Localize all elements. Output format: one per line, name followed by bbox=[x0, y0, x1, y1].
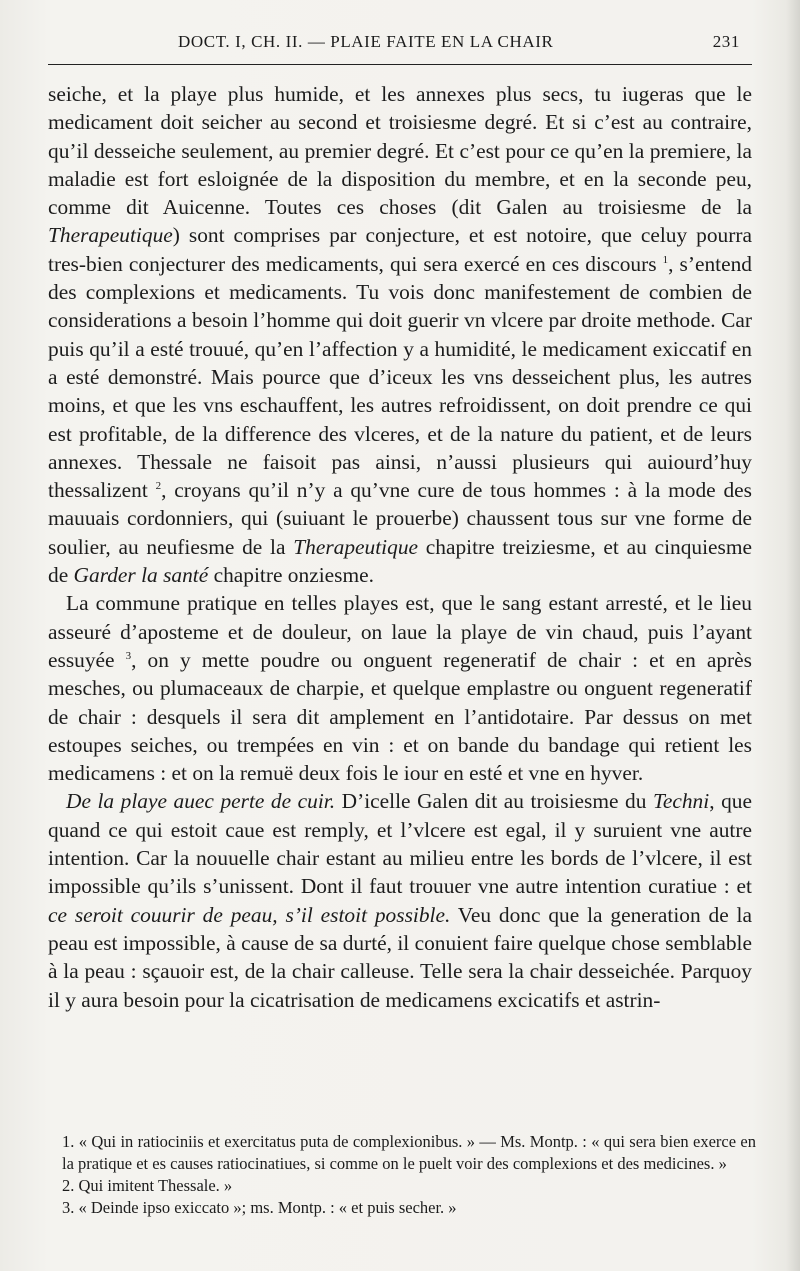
footnote-ref: 2 bbox=[155, 480, 162, 493]
footnote-3: 3. « Deinde ipso exiccato »; ms. Montp. : « et puis secher. » bbox=[62, 1198, 457, 1217]
page-number: 231 bbox=[712, 32, 740, 51]
italic-quote: ce seroit couurir de peau, s’il estoit possible. bbox=[48, 902, 451, 927]
italic-title: Garder la santé bbox=[73, 563, 209, 588]
text-run: , s’entend des complexions et medicaments. Tu vois donc manifestement de combien de considerations a besoin l’homme qui doit guerir vn vlcere par droite methode. Car puis qu’il a esté trouué, qu’en l’affection y a humidité, le medicament exiccatif en a esté demonstré. Mais pource que d’iceux les vns desseichent plus, les autres moins, et que les vns eschauffent, les autres refroidissent, on doit prendre ce qui est profitable, de la difference des vlceres, et de la nature du patient, et de leurs annexes. Thessale ne faisoit pas ainsi, n’aussi plusieurs qui auiourd’huy thessalizent bbox=[48, 251, 752, 503]
text-run: chapitre onziesme. bbox=[208, 563, 374, 588]
text-run: La commune pratique en telles playes est, que le sang estant arresté, et le lieu asseuré d’aposteme et de douleur, on laue la playe de vin chaud, puis l’ayant essuyée bbox=[48, 591, 752, 672]
text-run: seiche, et la playe plus humide, et les annexes plus secs, tu iugeras que le medicament doit seicher au second et troisiesme degré. Et si c’est au contraire, qu’il desseiche seulement, au premier degré. Et c’est pour ce qu’en la premiere, la maladie est fort esloignée de la disposition du membre, et en la seconde peu, comme dit Auicenne. Toutes ces choses (dit Galen au troisiesme de la bbox=[48, 82, 752, 220]
header-rule bbox=[48, 64, 752, 65]
footnotes bbox=[48, 1131, 756, 1219]
italic-title: Therapeutique bbox=[293, 534, 419, 559]
paragraph-2 bbox=[48, 589, 752, 787]
text-run: , que quand ce qui estoit caue est remply, et l’vlcere est egal, il y suruient vne autre intention. Car la nouuelle chair estant au milieu entre les bords de l’vlcere, il est impossible qu’ils s’unissent. Dont il faut trouuer vne autre intention curatiue : et bbox=[48, 789, 752, 899]
text-run: D’icelle Galen dit au troisiesme du bbox=[335, 789, 653, 814]
text-run: Veu donc que la generation de la peau est impossible, à cause de sa durté, il conuient faire quelque chose semblable à la peau : sçauoir est, de la chair calleuse. Telle sera la chair desseichée. Parquoy il y aura besoin pour la cicatrisation de medicamens excicatifs et astrin- bbox=[48, 902, 752, 1012]
footnote-ref: 1 bbox=[662, 253, 669, 266]
page-edge-shadow bbox=[786, 0, 800, 1271]
footnote-1: 1. « Qui in ratiociniis et exercitatus puta de complexionibus. » — Ms. Montp. : « qui sera bien exerce en la pratique et es causes ratiocinatiues, si comme on le puelt voir des complexions et des medicines. » bbox=[62, 1132, 756, 1173]
main-text bbox=[48, 80, 752, 1014]
text-run: , croyans qu’il n’y a qu’vne cure de tous hommes : à la mode des mauuais cordonniers, qui (suiuant le prouerbe) chaussent tous sur vne forme de soulier, au neufiesme de la bbox=[48, 478, 752, 559]
text-run: chapitre treiziesme, et au cinquiesme de bbox=[48, 534, 752, 588]
footnote-2: 2. Qui imitent Thessale. » bbox=[62, 1176, 233, 1195]
running-head: DOCT. I, CH. II. — PLAIE FAITE EN LA CHAIR bbox=[178, 32, 554, 51]
italic-title: Therapeutique bbox=[48, 223, 173, 248]
text-run: ) sont comprises par conjecture, et est notoire, que celuy pourra tres-bien conjecturer des medicaments, qui sera exercé en ces discours bbox=[48, 223, 752, 276]
italic-heading: De la playe auec perte de cuir. bbox=[66, 789, 336, 814]
footnote-ref: 3 bbox=[125, 649, 132, 662]
paragraph-1 bbox=[48, 80, 752, 589]
page-header bbox=[48, 30, 752, 60]
text-run: , on y mette poudre ou onguent regeneratif de chair : et en après mesches, ou plumaceaux de charpie, et quelque emplastre ou onguent regeneratif de chair : desquels il sera dit amplement en l’antidotaire. Par dessus on met estoupes seiches, ou trempées en vin : et on bande du bandage qui retient les medicamens : et on la remuë deux fois le iour en esté et vne en hyver. bbox=[48, 647, 753, 786]
italic-title: Techni bbox=[652, 789, 710, 814]
paragraph-3 bbox=[48, 787, 752, 1013]
